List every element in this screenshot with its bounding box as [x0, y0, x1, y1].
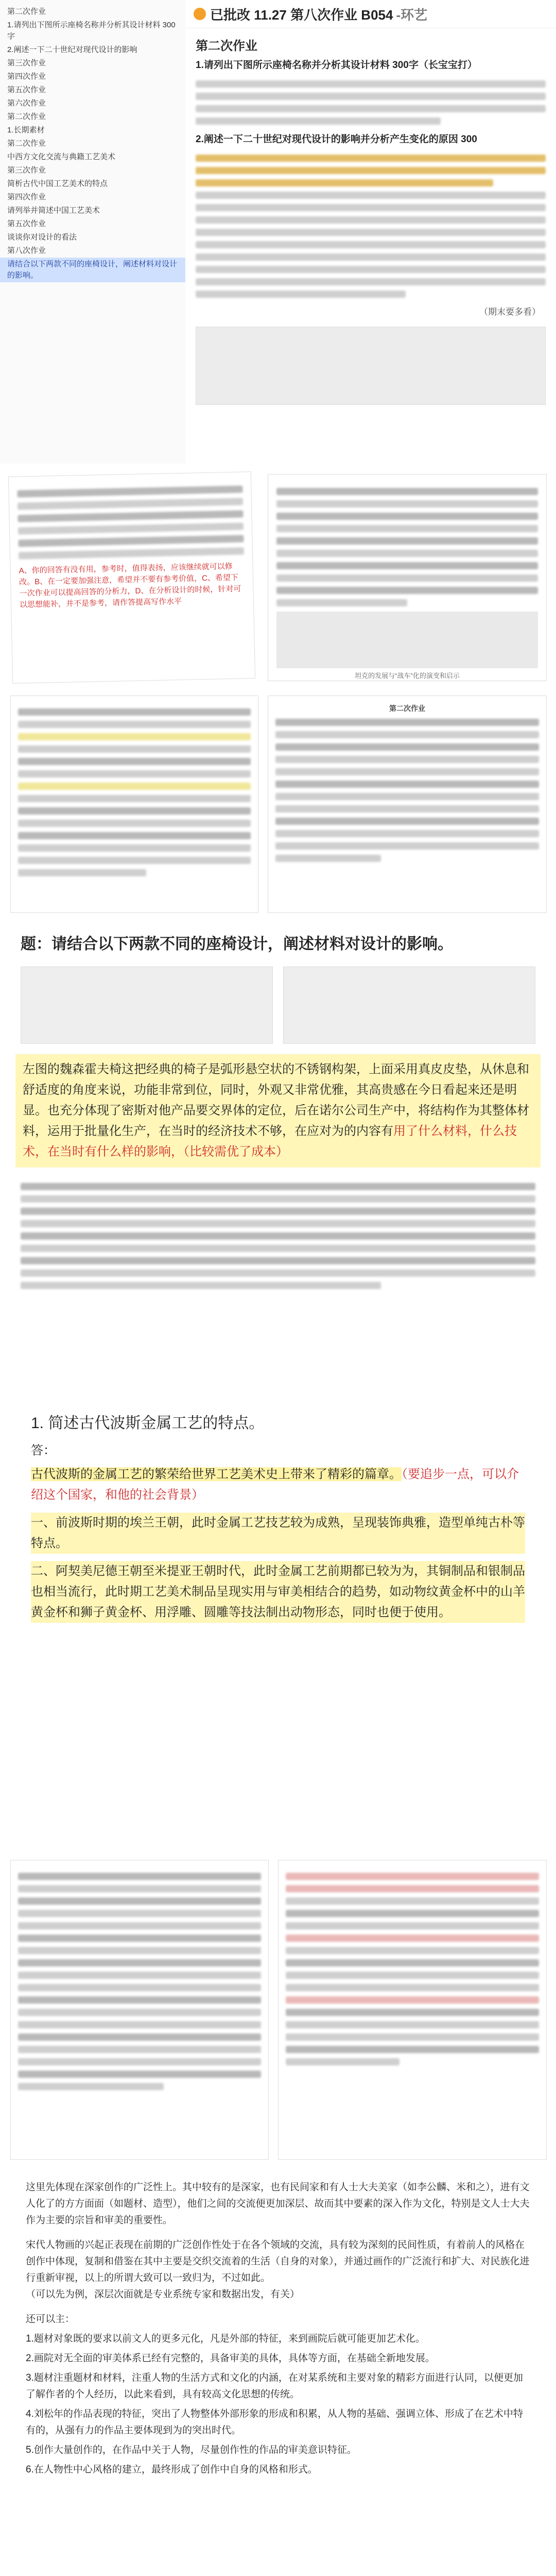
sidebar-item[interactable]: 请列举并简述中国工艺美术 — [7, 206, 100, 215]
figure-painting-section — [0, 2164, 556, 2576]
sidebar-item[interactable]: 第三次作业 — [7, 59, 46, 67]
sidebar-item[interactable]: 第五次作业 — [7, 219, 46, 228]
figure-image — [276, 612, 538, 668]
sidebar-item[interactable]: 请结合以下两款不同的座椅设计，阐述材料对设计的影响。 — [0, 258, 185, 282]
page-header — [185, 0, 556, 28]
sidebar-item[interactable]: 第四次作业 — [7, 72, 46, 81]
scan-pages-2 — [0, 690, 556, 917]
list-item: 2.画院对无全面的审美体系已经有完整的，具备审美的具体，具体等方面，在基础全新地发展。 — [26, 2353, 435, 2364]
persian-metalwork-section — [0, 1391, 556, 1855]
answer-list — [26, 2331, 530, 2478]
sidebar-item[interactable]: 第八次作业 — [7, 246, 46, 255]
list-title: 还可以主： — [26, 2314, 75, 2325]
scan-page-left[interactable] — [8, 471, 255, 684]
sidebar-item[interactable]: 1.请列出下图所示座椅名称并分析其设计材料 300字 — [7, 21, 176, 41]
page-title: 已批改 11.27 第八次作业 B054 — [210, 7, 393, 23]
answer-paragraph-1 — [15, 1054, 541, 1167]
red-feedback-note: A、你的回答有没有用，参考时，值得表扬，应该继续就可以修改。B、在一定要加强注意，希望并不要有参考价值，C、希望下一次作业可以提高回答的分析力，D、在分析设计的时候，针对可以思想能补，并不是参考，请作答提高写作水平 — [19, 562, 241, 609]
teacher-note: （期末要多看） — [479, 307, 541, 317]
answer-highlight-1: 古代波斯的金属工艺的繁荣给世界工艺美术史上带来了精彩的篇章。 — [31, 1467, 402, 1481]
question-2-title: 2.阐述一下二十世纪对现代设计的影响并分析产生变化的原因 300 — [196, 134, 477, 145]
section5-title: 1. 简述古代波斯金属工艺的特点。 — [31, 1415, 265, 1432]
sidebar-item[interactable]: 第三次作业 — [7, 166, 46, 175]
answer-paragraph-3: 二、阿契美尼德王朝至米提亚王朝时代，此时金属工艺前期都已较为为，其铜制品和银制品也相当流行，此时期工艺美术制品呈现实用与审美相结合的趋势，如动物纹黄金杯中的山羊黄金杯和狮子黄金杯、用浮雕、圆雕等技法制出动物形态，同时也便于使用。 — [31, 1561, 525, 1623]
sidebar — [0, 0, 186, 464]
scan-page-right[interactable] — [268, 474, 547, 681]
scan-pages-1 — [0, 464, 556, 690]
paper-caption: 第二次作业 — [389, 704, 425, 713]
page-title-tail: -环艺 — [396, 7, 428, 23]
status-badge-icon — [194, 8, 206, 20]
list-item: 6.在人物性中心风格的建立，最终形成了创作中自身的风格和形式。 — [26, 2464, 318, 2475]
list-item: 3.题材注重题材和材料，注重人物的生活方式和文化的内涵，在对某系统和主要对象的精彩方面进行认同，以便更加了解作者的个人经历，以此来看到，具有较高文化思想的传统。 — [26, 2372, 523, 2400]
sidebar-list — [0, 5, 185, 282]
answer-red-comment: 用了什么材料，什么技术，在当时有什么样的影响，（比较需优了成本） — [23, 1124, 517, 1159]
list-item: 1.题材对象既的要求以前文人的更多元化，凡是外部的特征，来到画院后就可能更加艺术化。 — [26, 2333, 425, 2344]
red-intro: 这里先体现在深家创作的广泛性上。其中较有的是深家，也有民间家和有人士大夫美家（如李公麟、米和之），进有文人化了的方方面面（如题材、造型），他们之间的交流便更加深层、故而其中要素的深入作为文化，特别是文人士大夫作为主要的宗旨和审美的重要性。 — [26, 2182, 530, 2226]
sidebar-item[interactable]: 第五次作业 — [7, 86, 46, 94]
sidebar-item[interactable]: 1.长期素材 — [7, 126, 45, 134]
sidebar-item[interactable]: 简析古代中国工艺美术的特点 — [7, 179, 108, 188]
chair-image-left — [21, 967, 273, 1044]
print-page-right[interactable] — [268, 696, 547, 913]
sidebar-item[interactable]: 第二次作业 — [7, 112, 46, 121]
answer-intro: 左图的魏森霍夫椅这把经典的椅子是弧形悬空状的不锈钢构架，上面采用真皮皮垫，从休息和舒适度的角度来说，功能非常到位，同时，外观又非常优雅，其高贵感在今日看起来还是明显。也充分体现了密斯对他产品要交界体的定位，后在诺尔公司生产中，将结构作为其整体材料，运用于批量化生产，在当时的经济技术不够，在应对为的内容有 — [23, 1062, 529, 1138]
print-page-left[interactable] — [10, 696, 258, 913]
sidebar-item[interactable]: 第六次作业 — [7, 99, 46, 108]
figure-caption: 坦克的发展与“战车”化的演变和启示 — [355, 672, 460, 680]
sidebar-item[interactable]: 谈谈你对设计的看法 — [7, 233, 77, 242]
sidebar-item[interactable]: 2.阐述一下二十世纪对现代设计的影响 — [7, 45, 137, 54]
chair-question-section — [0, 917, 556, 1391]
attachment-image[interactable] — [196, 327, 546, 405]
list-item: 4.刘松年的作品表现的特征，突出了人物整体外部形象的形成和积累，从人物的基础、强调立体、形成了在艺术中特有的，从强有力的作品主要体现到为的突出时代。 — [26, 2409, 523, 2436]
sidebar-item[interactable]: 第四次作业 — [7, 193, 46, 201]
section-title: 第二次作业 — [196, 39, 257, 53]
column-right[interactable] — [278, 1860, 547, 2160]
sidebar-item[interactable]: 第二次作业 — [7, 7, 46, 16]
homework-app-screenshot — [0, 0, 556, 464]
list-item: 5.创作大量创作的，在作品中关于人物，尽量创作性的作品的审美意识特征。 — [26, 2445, 357, 2455]
blue-paragraph: 宋代人物画的兴起正表现在前期的广泛创作性处于在各个领域的交流，具有较为深刻的民间性质，有着前人的风格在创作中体现，复制和借鉴在其中主要是交织交流着的生活（自身的对象），并通过画作的广泛流行和扩大、对民族化进行重新审视，以上的所谓大致可以一致归为，不过如此。 — [26, 2240, 530, 2283]
columns-section — [0, 1855, 556, 2164]
main-panel — [185, 0, 556, 464]
chair-image-right — [283, 967, 535, 1044]
question-title: 题：请结合以下两款不同的座椅设计，阐述材料对设计的影响。 — [21, 936, 453, 953]
answer-label: 答： — [31, 1444, 56, 1458]
sidebar-item[interactable]: 第二次作业 — [7, 139, 46, 148]
answer-paragraph-2: 一、前波斯时期的埃兰王朝，此时金属工艺技艺较为成熟，呈现装饰典雅，造型单纯古朴等特点。 — [31, 1513, 525, 1554]
column-left[interactable] — [10, 1860, 269, 2160]
answer-red-1: （要追步一点，可以介绍这个国家，和他的社会背景） — [31, 1467, 519, 1502]
question-1-title: 1.请列出下图所示座椅名称并分析其设计材料 300字（长宝宝打） — [196, 60, 477, 71]
blue-tail: （可以先为例，深层次面就是专业系统专家和数据出发，有关） — [26, 2289, 300, 2300]
sidebar-item[interactable]: 中西方文化交流与典籍工艺美术 — [7, 152, 116, 161]
